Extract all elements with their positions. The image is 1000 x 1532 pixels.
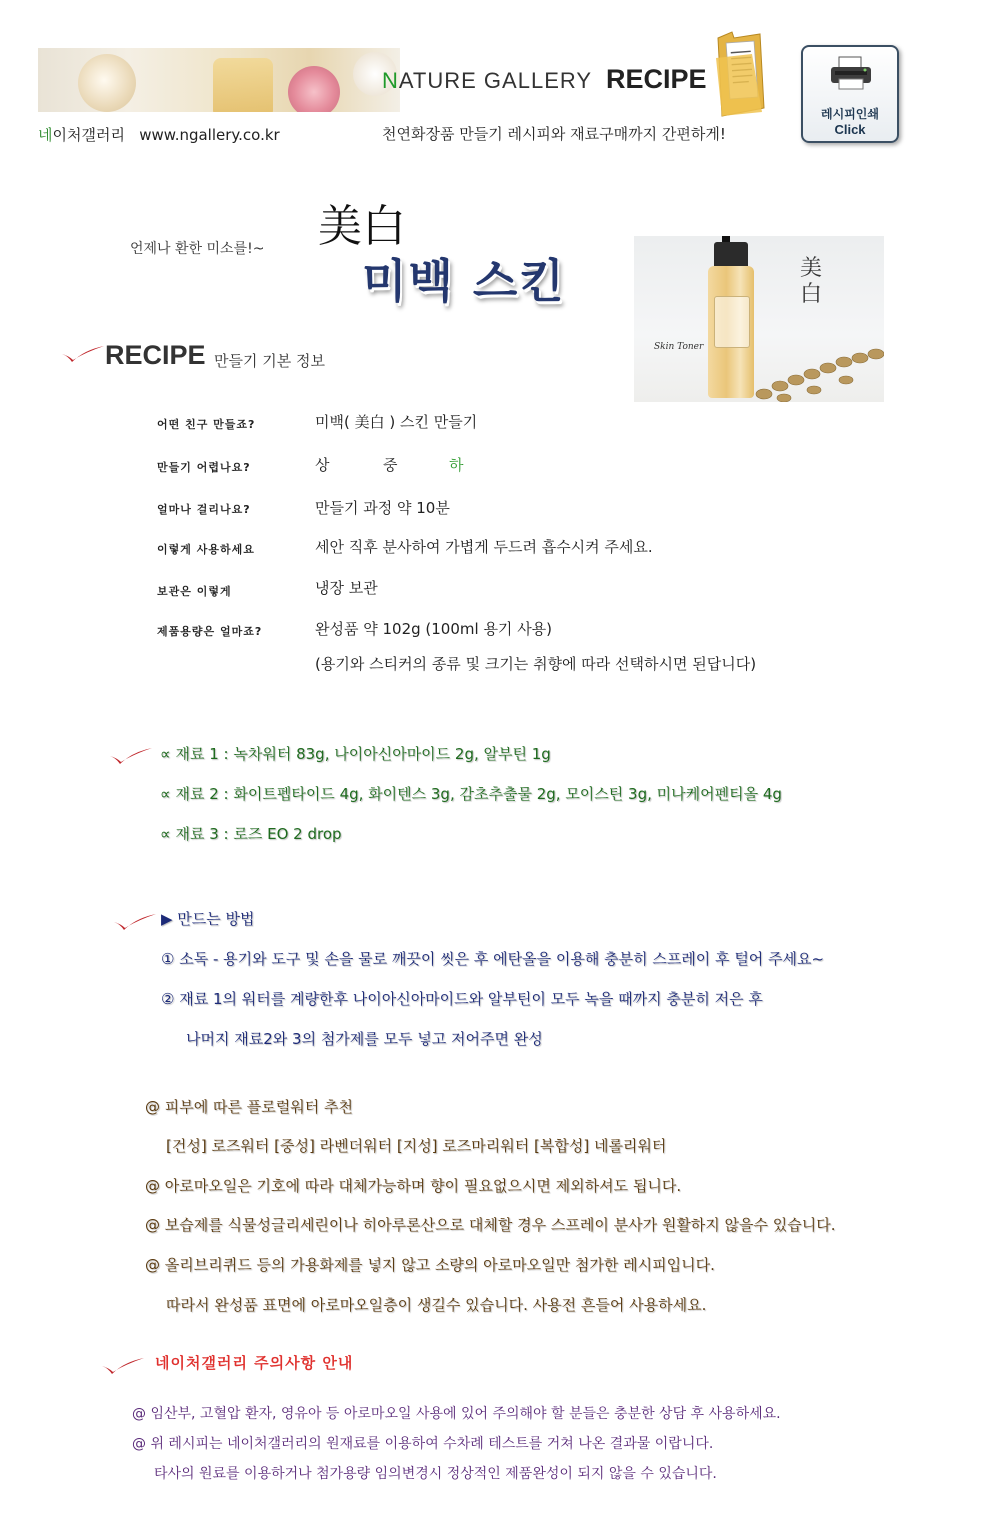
eucalyptus-leaves bbox=[754, 344, 884, 402]
hanja-title: 美白 bbox=[318, 201, 406, 252]
difficulty-low-selected: 하 bbox=[449, 456, 464, 474]
info-label-storage: 보관은 이렇게 bbox=[157, 585, 232, 598]
photo-caption: Skin Toner bbox=[654, 342, 704, 352]
check-mark-icon bbox=[100, 1356, 146, 1376]
method-step-2: ② 재료 1의 워터를 계량한후 나이아신아마이드와 알부틴이 모두 녹을 때까지 충분히 저은 후 bbox=[161, 990, 763, 1008]
method-heading: ▶ 만드는 방법 bbox=[161, 910, 255, 928]
note-solubilizer-cont: 따라서 완성품 표면에 아로마오일층이 생길수 있습니다. 사용전 흔들어 사용하세요. bbox=[166, 1296, 707, 1314]
note-floral-water-list: [건성] 로즈워터 [중성] 라벤더워터 [지성] 로즈마리워터 [복합성] 네롤리워터 bbox=[166, 1137, 667, 1155]
difficulty-high: 상 bbox=[315, 456, 330, 474]
printer-icon bbox=[829, 55, 873, 91]
info-label-volume: 제품용량은 얼마죠? bbox=[157, 625, 263, 638]
site-name[interactable]: 네이처갤러리 www.ngallery.co.kr bbox=[38, 126, 280, 144]
check-mark-icon bbox=[112, 912, 158, 932]
difficulty-mid: 중 bbox=[383, 456, 398, 474]
method-step-2-cont: 나머지 재료2와 3의 첨가제를 모두 넣고 저어주면 완성 bbox=[186, 1030, 543, 1048]
info-label-what: 어떤 친구 만들죠? bbox=[157, 418, 256, 431]
info-value-volume: 완성품 약 102g (100ml 용기 사용) bbox=[315, 620, 553, 638]
note-moisturizer: @ 보습제를 식물성글리세린이나 히아루론산으로 대체할 경우 스프레이 분사가 원활하지 않을수 있습니다. bbox=[145, 1216, 836, 1234]
brand-title: NATURE GALLERY RECIPE bbox=[382, 64, 707, 94]
folder-icon bbox=[712, 28, 766, 118]
caution-line-1: @ 임산부, 고혈압 환자, 영유아 등 아로마오일 사용에 있어 주의해야 할 분들은 충분한 상담 후 사용하세요. bbox=[132, 1406, 781, 1422]
tagline: 언제나 환한 미소를!~ bbox=[130, 241, 265, 257]
info-value-usage: 세안 직후 분사하여 가볍게 두드려 흡수시켜 주세요. bbox=[315, 538, 653, 556]
site-url[interactable]: www.ngallery.co.kr bbox=[139, 126, 280, 144]
info-label-difficulty: 만들기 어렵나요? bbox=[157, 461, 251, 474]
info-volume-note: (용기와 스티커의 종류 및 크기는 취향에 따라 선택하시면 된답니다) bbox=[315, 655, 757, 673]
info-label-time: 얼마나 걸리나요? bbox=[157, 503, 251, 516]
ingredient-group-2: ∝ 재료 2 : 화이트펩타이드 4g, 화이텐스 3g, 감초추출물 2g, 모이스틴 3g, 미나케어펜티올 4g bbox=[160, 785, 782, 803]
page-title: 미백 스킨 bbox=[362, 254, 566, 308]
difficulty-scale bbox=[315, 454, 515, 476]
print-click-label: Click bbox=[834, 122, 866, 137]
caution-line-2: @ 위 레시피는 네이처갤러리의 원재료를 이용하여 수차례 테스트를 거쳐 나온 결과물 이랍니다. bbox=[132, 1436, 714, 1452]
recipe-heading: RECIPE bbox=[105, 340, 206, 370]
print-label: 레시피인쇄 bbox=[821, 107, 879, 121]
check-mark-icon bbox=[108, 746, 154, 766]
info-value-storage: 냉장 보관 bbox=[315, 579, 378, 597]
caution-heading: 네이처갤러리 주의사항 안내 bbox=[155, 1354, 354, 1372]
caution-line-3: 타사의 원료를 이용하거나 첨가용량 임의변경시 정상적인 제품완성이 되지 않을 수 있습니다. bbox=[154, 1466, 717, 1482]
note-floral-water: @ 피부에 따른 플로럴워터 추천 bbox=[145, 1098, 353, 1116]
check-mark-icon bbox=[60, 344, 106, 364]
info-label-usage: 이렇게 사용하세요 bbox=[157, 543, 255, 556]
ingredient-group-3: ∝ 재료 3 : 로즈 EO 2 drop bbox=[160, 825, 342, 843]
note-solubilizer: @ 올리브리퀴드 등의 가용화제를 넣지 않고 소량의 아로마오일만 첨가한 레시피입니다. bbox=[145, 1256, 715, 1274]
print-recipe-button[interactable] bbox=[801, 45, 899, 143]
product-photo bbox=[634, 236, 884, 402]
slogan: 천연화장품 만들기 레시피와 재료구매까지 간편하게! bbox=[382, 125, 726, 143]
note-aroma-oil: @ 아로마오일은 기호에 따라 대체가능하며 향이 필요없으시면 제외하셔도 됩니다. bbox=[145, 1177, 682, 1195]
method-step-1: ① 소독 - 용기와 도구 및 손을 물로 깨끗이 씻은 후 에탄올을 이용해 충분히 스프레이 후 털어 주세요~ bbox=[161, 950, 825, 968]
info-value-time: 만들기 과정 약 10분 bbox=[315, 499, 450, 517]
info-value-what: 미백( 美白 ) 스킨 만들기 bbox=[315, 413, 478, 431]
ingredient-group-1: ∝ 재료 1 : 녹차워터 83g, 나이아신아마이드 2g, 알부틴 1g bbox=[160, 745, 551, 763]
banner-image bbox=[38, 48, 400, 112]
recipe-subheading: 만들기 기본 정보 bbox=[214, 352, 325, 370]
photo-hanja: 美 白 bbox=[800, 256, 823, 307]
